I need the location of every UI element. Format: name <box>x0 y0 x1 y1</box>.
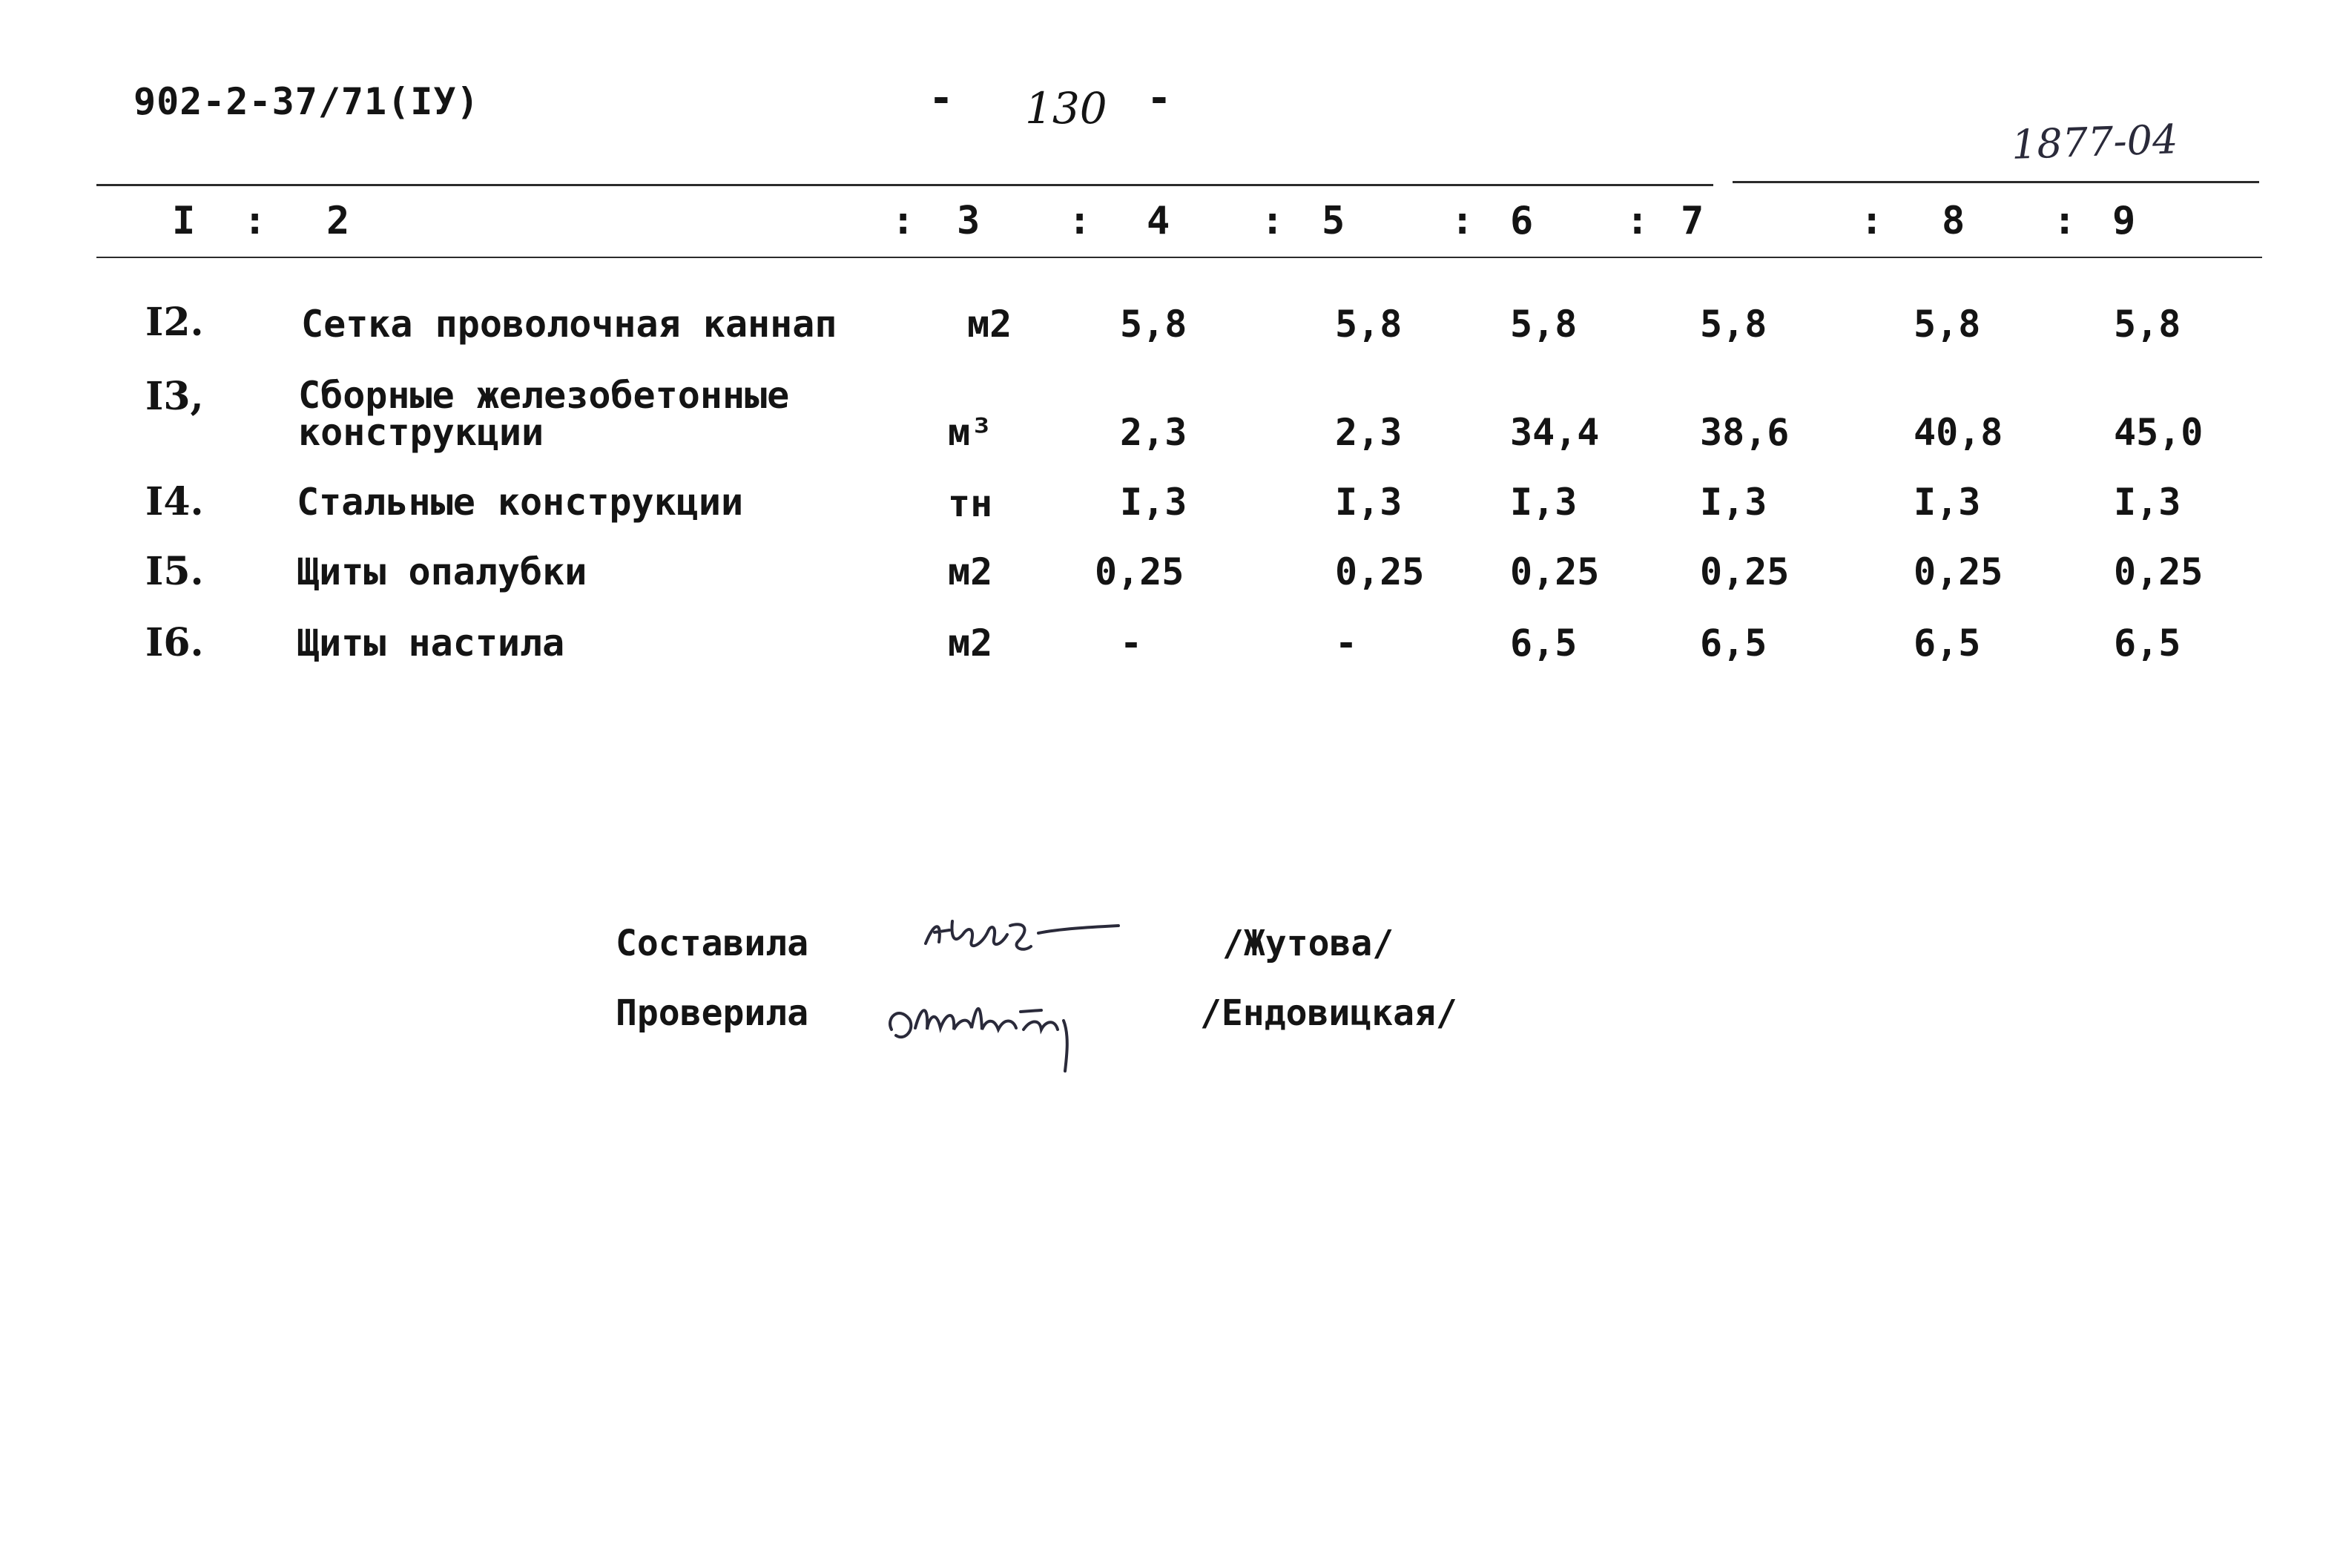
row-value-col4: 2,3 <box>1120 411 1187 454</box>
row-item-name-continued: конструкции <box>298 411 544 454</box>
row-value-col6: 6,5 <box>1510 622 1578 665</box>
column-number-4: 4 <box>1147 199 1170 243</box>
column-number-1: I <box>172 199 196 243</box>
row-value-col5: 5,8 <box>1335 303 1403 346</box>
row-value-col4: 0,25 <box>1095 550 1184 593</box>
table-top-rule <box>96 184 1713 186</box>
row-unit: м³ <box>948 411 993 454</box>
compiled-by-label: Составила <box>616 923 809 964</box>
column-separator: : <box>891 199 915 243</box>
row-value-col4: I,3 <box>1120 481 1187 524</box>
row-value-col8: 6,5 <box>1914 622 1981 665</box>
row-value-col8: 5,8 <box>1914 303 1981 346</box>
row-value-col6: 0,25 <box>1510 550 1600 593</box>
row-value-col7: 6,5 <box>1700 622 1767 665</box>
row-value-col8: I,3 <box>1914 481 1981 524</box>
row-value-col9: 0,25 <box>2114 550 2204 593</box>
inventory-number: 1877-04 <box>2010 116 2179 168</box>
column-separator: : <box>1261 199 1285 243</box>
page-number-dash-right: - <box>1147 74 1172 122</box>
row-number: I4. <box>145 479 204 524</box>
row-value-col6: I,3 <box>1510 481 1578 524</box>
column-separator: : <box>1451 199 1474 243</box>
document-code: 902-2-37/71(IУ) <box>134 80 480 123</box>
column-separator: : <box>1860 199 1884 243</box>
row-value-col5: 0,25 <box>1335 550 1425 593</box>
row-number: I3, <box>145 374 204 419</box>
row-value-col5: 2,3 <box>1335 411 1403 454</box>
column-number-2: 2 <box>326 199 350 243</box>
row-value-col8: 0,25 <box>1914 550 2003 593</box>
checked-by-label: Проверила <box>616 992 809 1034</box>
table-top-rule-right <box>1733 181 2259 183</box>
row-value-col9: 5,8 <box>2114 303 2181 346</box>
column-separator: : <box>1068 199 1092 243</box>
column-number-7: 7 <box>1681 199 1704 243</box>
column-number-9: 9 <box>2112 199 2136 243</box>
row-unit: м2 <box>967 303 1012 346</box>
column-separator: : <box>2053 199 2077 243</box>
table-header-bottom-rule <box>96 257 2262 258</box>
row-value-col9: 6,5 <box>2114 622 2181 665</box>
column-number-6: 6 <box>1510 199 1534 243</box>
column-separator: : <box>1626 199 1649 243</box>
row-value-col9: I,3 <box>2114 481 2181 524</box>
row-value-col6: 5,8 <box>1510 303 1578 346</box>
row-item-name: Стальные конструкции <box>297 481 744 524</box>
row-unit: м2 <box>948 550 993 593</box>
row-unit: тн <box>948 482 993 525</box>
row-value-col4: 5,8 <box>1120 303 1187 346</box>
row-item-name: Сетка проволочная каннап <box>301 303 837 346</box>
checked-by-signature <box>883 976 1135 1080</box>
row-value-col5: - <box>1335 622 1358 665</box>
row-item-name: Щиты настила <box>297 622 565 665</box>
row-number: I5. <box>145 549 204 594</box>
row-item-name: Щиты опалубки <box>297 550 587 593</box>
row-value-col6: 34,4 <box>1510 411 1600 454</box>
compiled-by-name: /Жутова/ <box>1222 923 1394 964</box>
row-value-col5: I,3 <box>1335 481 1403 524</box>
row-number: I6. <box>145 620 204 665</box>
page-number: 130 <box>1025 83 1107 134</box>
row-value-col7: 0,25 <box>1700 550 1790 593</box>
column-number-5: 5 <box>1322 199 1345 243</box>
row-number: I2. <box>145 300 204 345</box>
row-unit: м2 <box>948 622 993 665</box>
row-value-col4: - <box>1120 622 1143 665</box>
compiled-by-signature <box>920 899 1142 981</box>
row-value-col7: 5,8 <box>1700 303 1767 346</box>
column-number-3: 3 <box>957 199 981 243</box>
column-number-8: 8 <box>1942 199 1965 243</box>
page-number-dash-left: - <box>929 74 954 122</box>
row-value-col9: 45,0 <box>2114 411 2204 454</box>
column-separator: : <box>243 199 267 243</box>
row-value-col7: 38,6 <box>1700 411 1790 454</box>
row-item-name: Сборные железобетонные <box>298 374 790 417</box>
row-value-col8: 40,8 <box>1914 411 2003 454</box>
row-value-col7: I,3 <box>1700 481 1767 524</box>
checked-by-name: /Ендовицкая/ <box>1200 992 1457 1034</box>
